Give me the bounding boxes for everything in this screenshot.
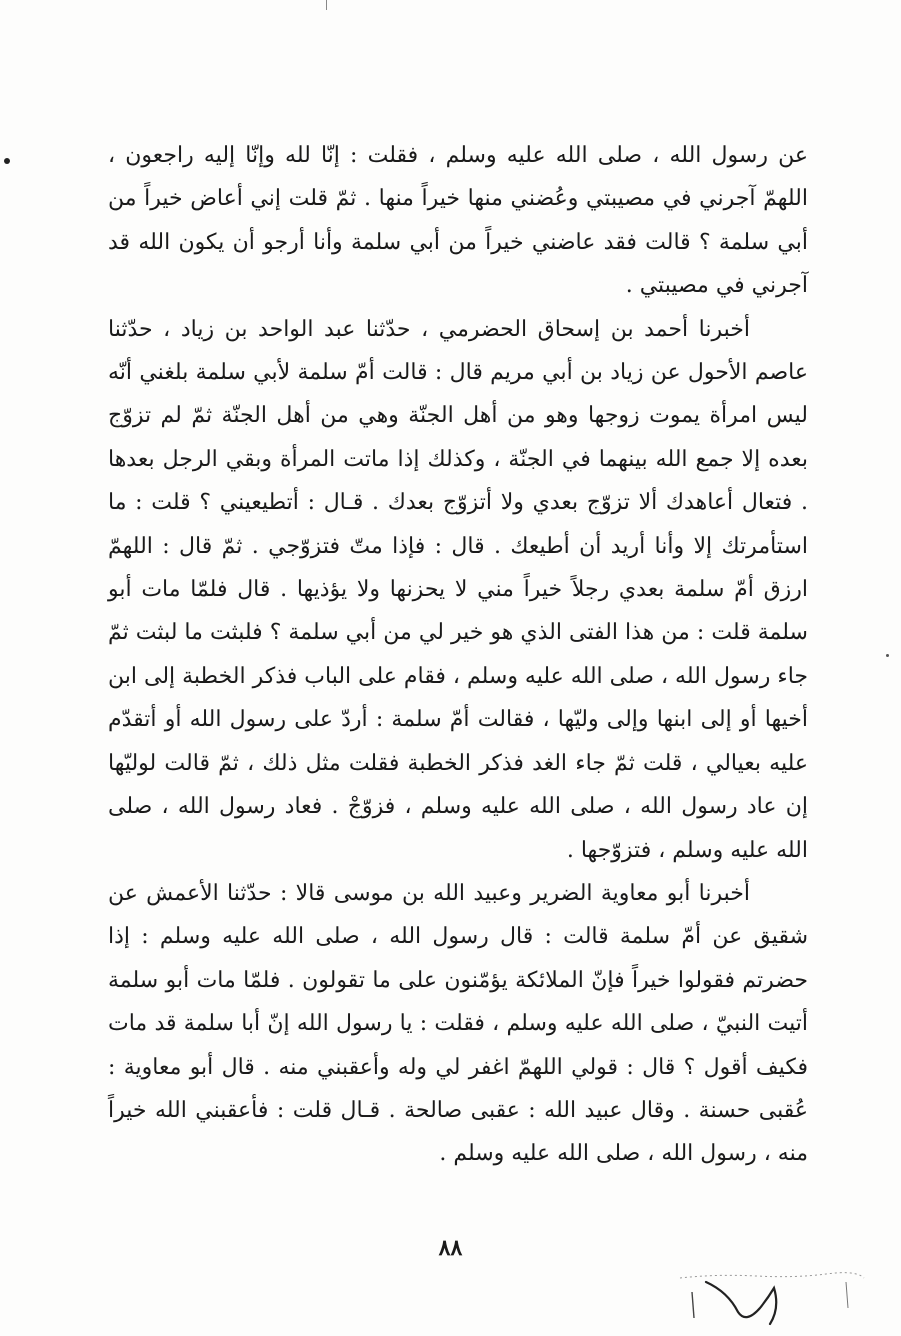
- scan-artifact-line: [326, 0, 327, 10]
- paragraph-1: عن رسول الله ، صلى الله عليه وسلم ، فقلت : إنّا لله وإنّا إليه راجعون ، اللهمّ آجرني في مصيبتي وعُضني منها خيراً منها . ثمّ قلت إني أعاض خيراً من أبي سلمة ؟ قالت فقد عاضني خيراً من أبي سلمة وأنا أرجو أن يكون الله قد آجرني في مصيبتي .: [108, 143, 808, 299]
- scan-artifact-dot: [4, 158, 10, 164]
- body-text: [108, 134, 808, 1176]
- paragraph-2: أخبرنا أحمد بن إسحاق الحضرمي ، حدّثنا عبد الواحد بن زياد ، حدّثنا عاصم الأحول عن زياد بن أبي مريم قال : قالت أمّ سلمة لأبي سلمة بلغني أنّه ليس امرأة يموت زوجها وهو من أهل الجنّة وهي من أهل الجنّة ثمّ لم تزوّج بعده إلا جمع الله بينهما في الجنّة ، وكذلك إذا ماتت المرأة وبقي الرجل بعدها . فتعال أعاهدك ألا تزوّج بعدي ولا أتزوّج بعدك . قـال : أتطيعيني ؟ قلت : ما استأمرتك إلا وأنا أريد أن أطيعك . قال : فإذا متّ فتزوّجي . ثمّ قال : اللهمّ ارزق أمّ سلمة بعدي رجلاً خيراً مني لا يحزنها ولا يؤذيها . قال فلمّا مات أبو سلمة قلت : من هذا الفتى الذي هو خير لي من أبي سلمة ؟ فلبثت ما لبثت ثمّ جاء رسول الله ، صلى الله عليه وسلم ، فقام على الباب فذكر الخطبة إلى ابن أخيها أو إلى ابنها وإلى وليّها ، فقالت أمّ سلمة : أردّ على رسول الله أو أتقدّم عليه بعيالي ، قلت ثمّ جاء الغد فذكر الخطبة فقلت مثل ذلك ، ثمّ قالت لوليّها إن عاد رسول الله ، صلى الله عليه وسلم ، فزوّجْ . فعاد رسول الله ، صلى الله عليه وسلم ، فتزوّجها .: [108, 316, 808, 863]
- paragraph-3: أخبرنا أبو معاوية الضرير وعبيد الله بن موسى قالا : حدّثنا الأعمش عن شقيق عن أمّ سلمة قالت : قال رسول الله ، صلى الله عليه وسلم : إذا حضرتم فقولوا خيراً فإنّ الملائكة يؤمّنون على ما تقولون . فلمّا مات أبو سلمة أتيت النبيّ ، صلى الله عليه وسلم ، فقلت : يا رسول الله إنّ أبا سلمة قد مات فكيف أقول ؟ قال : قولي اللهمّ اغفر لي وله وأعقبني منه . قال أبو معاوية : عُقبى حسنة . وقال عبيد الله : عقبى صالحة . قـال قلت : فأعقبني الله خيراً منه ، رسول الله ، صلى الله عليه وسلم .: [108, 880, 808, 1167]
- scan-artifact-dot: [886, 654, 889, 657]
- handwritten-mark: [676, 1268, 866, 1328]
- page-number: ٨٨: [438, 1235, 463, 1261]
